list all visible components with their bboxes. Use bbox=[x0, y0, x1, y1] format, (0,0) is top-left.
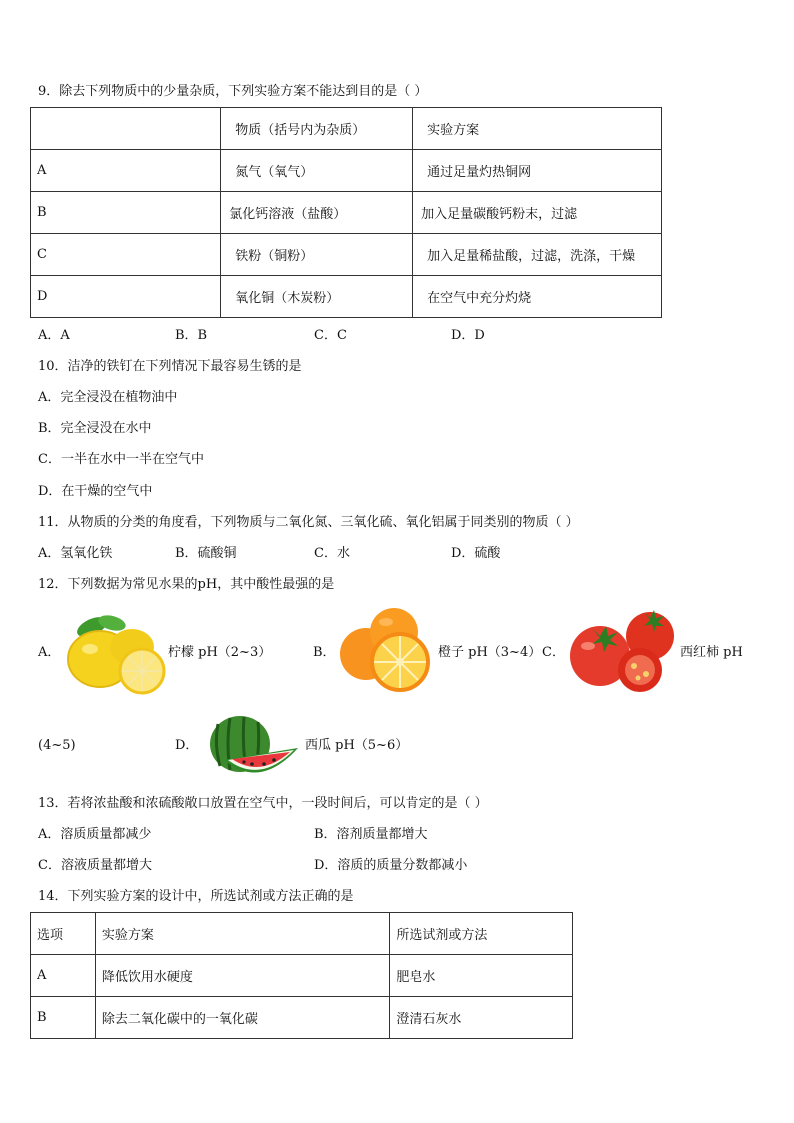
table-cell: B bbox=[31, 192, 221, 234]
table-cell: A bbox=[31, 150, 221, 192]
table-row bbox=[31, 150, 662, 192]
option-a[interactable]: A．氢氧化铁 bbox=[38, 546, 113, 561]
q10-stem: 10．洁净的铁钉在下列情况下最容易生锈的是 bbox=[38, 359, 302, 374]
q9-stem: 9．除去下列物质中的少量杂质，下列实验方案不能达到目的是（ ） bbox=[38, 84, 428, 99]
option-d-letter[interactable]: D． bbox=[175, 738, 199, 753]
table-cell: 铁粉（铜粉） bbox=[221, 234, 413, 276]
option-c[interactable]: C．C bbox=[314, 328, 347, 343]
table-cell: 实验方案 bbox=[95, 913, 389, 955]
q13-stem: 13．若将浓盐酸和浓硫酸敞口放置在空气中，一段时间后，可以肯定的是（ ） bbox=[38, 796, 488, 811]
table-row bbox=[31, 192, 662, 234]
option-b[interactable]: B．硫酸铜 bbox=[175, 546, 237, 561]
table-cell: 加入足量碳酸钙粉末，过滤 bbox=[413, 192, 662, 234]
table-row bbox=[31, 913, 573, 955]
option-a[interactable]: A．完全浸没在植物油中 bbox=[38, 390, 178, 405]
option-b[interactable]: B．B bbox=[175, 328, 208, 343]
q9-options bbox=[38, 327, 778, 345]
q11-options bbox=[38, 545, 778, 563]
option-d[interactable]: D．硫酸 bbox=[451, 546, 501, 561]
lemon-ph-label: 柠檬 pH（2~3） bbox=[168, 645, 272, 660]
option-b-letter[interactable]: B． bbox=[313, 645, 336, 660]
option-c[interactable]: C．一半在水中一半在空气中 bbox=[38, 452, 204, 467]
q13-options-row1 bbox=[38, 826, 778, 844]
table-row bbox=[31, 997, 573, 1039]
table-cell: 肥皂水 bbox=[390, 955, 573, 997]
q11-stem: 11．从物质的分类的角度看，下列物质与二氧化氮、三氧化硫、氧化铝属于同类别的物质（ ） bbox=[38, 515, 579, 530]
option-d[interactable]: D．D bbox=[451, 328, 485, 343]
q14-stem: 14．下列实验方案的设计中，所选试剂或方法正确的是 bbox=[38, 889, 354, 904]
tomato-image bbox=[568, 606, 678, 694]
table-cell: 加入足量稀盐酸，过滤，洗涤，干燥 bbox=[413, 234, 662, 276]
table-cell: 实验方案 bbox=[413, 108, 662, 150]
lemon-image bbox=[62, 613, 168, 695]
watermelon-image bbox=[204, 714, 300, 784]
table-cell: 澄清石灰水 bbox=[390, 997, 573, 1039]
table-cell: 所选试剂或方法 bbox=[390, 913, 573, 955]
option-a-letter[interactable]: A． bbox=[38, 645, 61, 660]
option-d[interactable]: D．溶质的质量分数都减小 bbox=[314, 858, 468, 873]
option-d[interactable]: D．在干燥的空气中 bbox=[38, 484, 153, 499]
tomato-ph-range: (4~5) bbox=[38, 738, 76, 753]
table-cell: 在空气中充分灼烧 bbox=[413, 276, 662, 318]
option-c[interactable]: C．溶液质量都增大 bbox=[38, 858, 152, 873]
watermelon-ph-label: 西瓜 pH（5~6） bbox=[305, 738, 409, 753]
option-b[interactable]: B．完全浸没在水中 bbox=[38, 421, 152, 436]
q9-table bbox=[30, 107, 662, 318]
table-row bbox=[31, 276, 662, 318]
table-row bbox=[31, 955, 573, 997]
q13-options-row2 bbox=[38, 857, 778, 875]
table-cell: 除去二氧化碳中的一氧化碳 bbox=[95, 997, 389, 1039]
table-cell: A bbox=[31, 955, 96, 997]
table-cell: 氯化钙溶液（盐酸） bbox=[221, 192, 413, 234]
orange-image bbox=[338, 606, 436, 692]
table-cell: 通过足量灼热铜网 bbox=[413, 150, 662, 192]
q14-table bbox=[30, 912, 573, 1039]
table-cell: D bbox=[31, 276, 221, 318]
table-cell: 氧化铜（木炭粉） bbox=[221, 276, 413, 318]
option-b[interactable]: B．溶剂质量都增大 bbox=[314, 827, 428, 842]
table-cell: C bbox=[31, 234, 221, 276]
option-a[interactable]: A．A bbox=[38, 328, 70, 343]
table-row bbox=[31, 234, 662, 276]
table-cell: 氮气（氧气） bbox=[221, 150, 413, 192]
q12-stem: 12．下列数据为常见水果的pH，其中酸性最强的是 bbox=[38, 577, 335, 592]
table-cell: B bbox=[31, 997, 96, 1039]
table-cell: 物质（括号内为杂质） bbox=[221, 108, 413, 150]
tomato-ph-label: 西红柿 pH bbox=[680, 645, 743, 660]
table-cell bbox=[31, 108, 221, 150]
option-a[interactable]: A．溶质质量都减少 bbox=[38, 827, 152, 842]
table-cell: 选项 bbox=[31, 913, 96, 955]
orange-ph-label: 橙子 pH（3~4） bbox=[438, 645, 542, 660]
option-c[interactable]: C．水 bbox=[314, 546, 350, 561]
table-row bbox=[31, 108, 662, 150]
table-cell: 降低饮用水硬度 bbox=[95, 955, 389, 997]
option-c-letter[interactable]: C． bbox=[542, 645, 565, 660]
